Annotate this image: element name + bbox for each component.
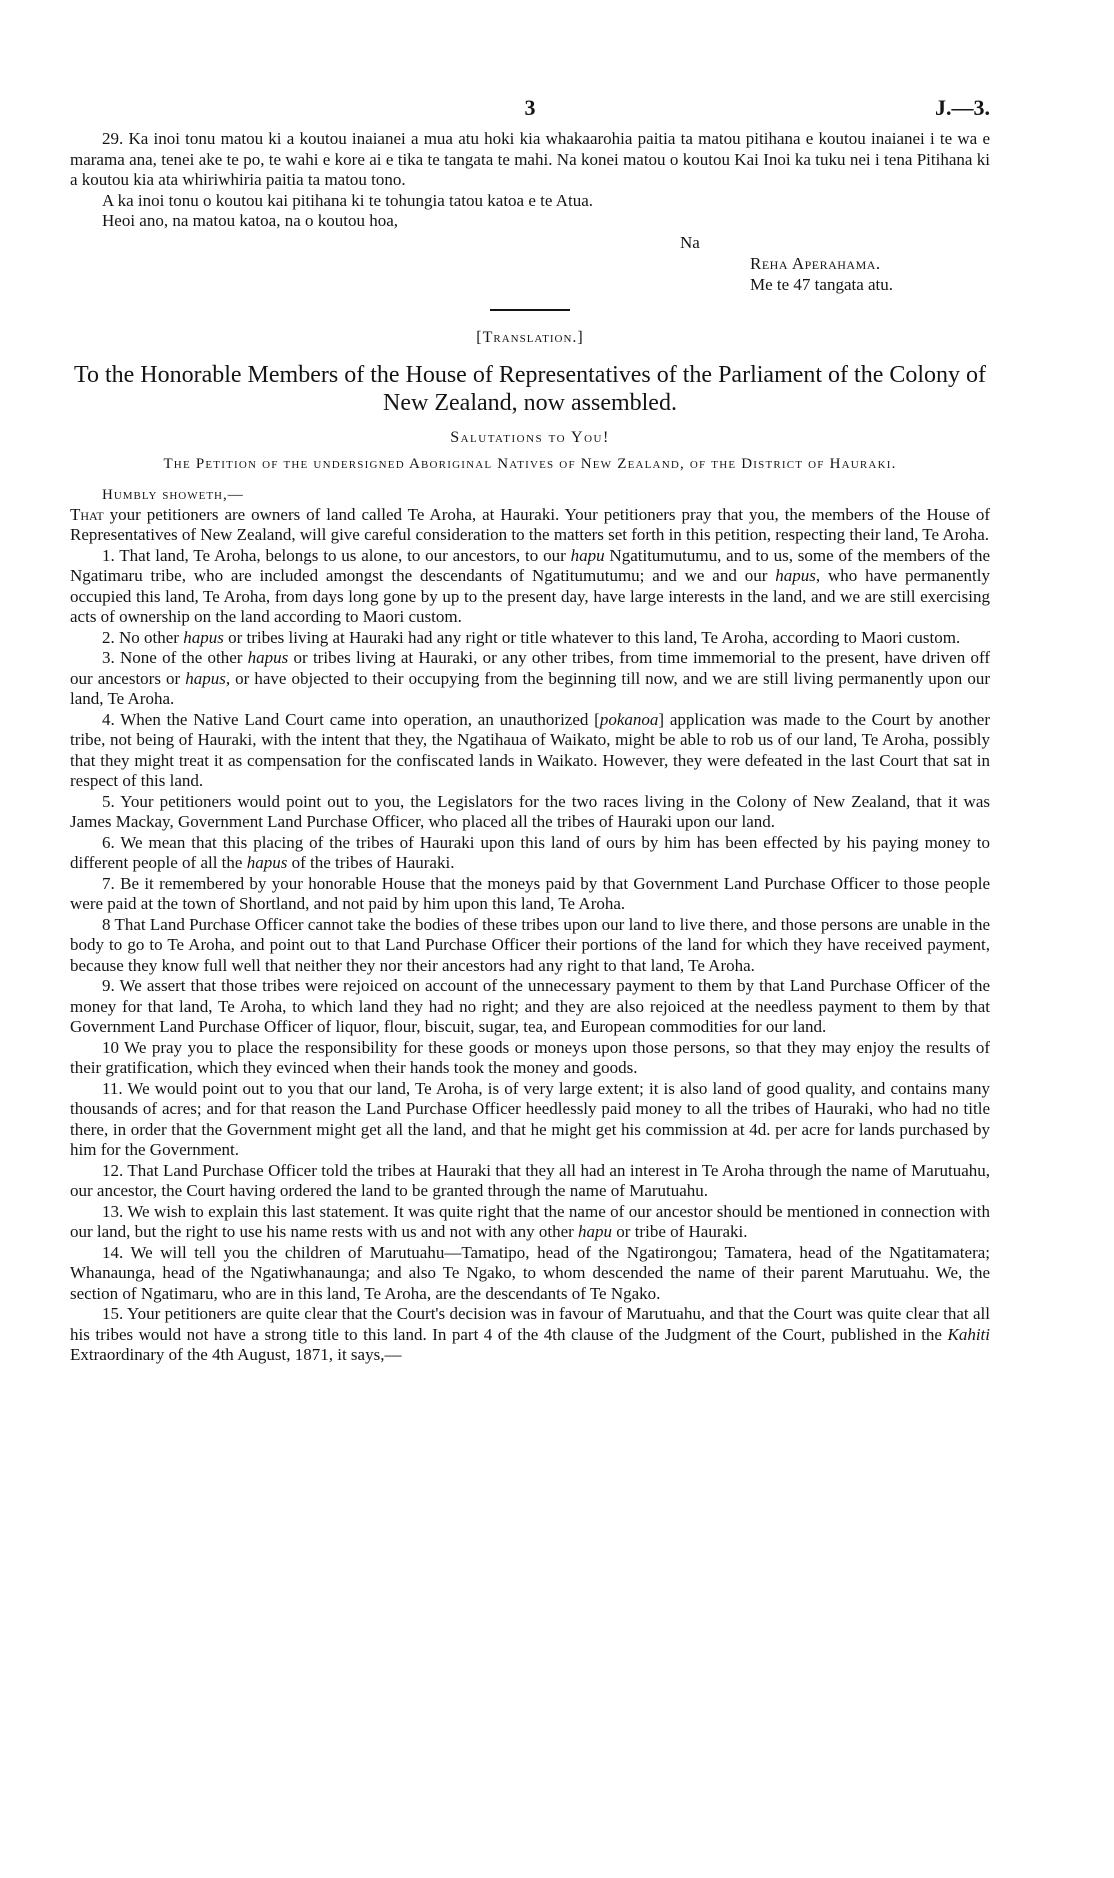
intro-lead-word: That (70, 504, 104, 524)
paragraph-4: 4. When the Native Land Court came into operation, an unauthorized [pokanoa] application was made to the Court by another tribe, not being of Hauraki, with the intent that they, the Ngatihaua of Waikato, might be able to rob us of our land, Te Aroha, possibly that they might treat it as compensation for the confiscated lands in Waikato. However, they were defeated in the last Court that sat in respect of this land. (70, 709, 990, 790)
maori-paragraph-prayer: A ka inoi tonu o koutou kai pitihana ki te tohungia tatou katoa e te Atua. (102, 190, 594, 210)
translation-label: [Translation.] (476, 328, 584, 346)
intro-paragraph (70, 505, 990, 546)
paragraph-15: 15. Your petitioners are quite clear that the Court's decision was in favour of Marutuahu, and that the Court was quite clear that all his tribes would not have a strong title to this land. In part 4 of the 4th clause of the Judgment of the Court, published in the Kahiti Extraordinary of the 4th August, 1871, it says,— (70, 1304, 991, 1364)
signatory-name: Reha Aperahama. (750, 253, 881, 273)
paragraph-14: 14. We will tell you the children of Marutuahu—Tamatipo, head of the Ngatirongou; Tamatera, head of the Ngatitamatera; Whanaunga, head of the Ngatiwhanaunga; and also Te Ngako, to whom descended the name of their parent Marutuahu. We, the section of Ngatimaru, who are in this land, Te Aroha, are the descendants of Te Ngako. (70, 1242, 990, 1303)
paragraph-13: 13. We wish to explain this last statement. It was quite right that the name of our ancestor should be mentioned in connection with our land, but the right to use his name rests with us and not with any other hapu or tribe of Hauraki. (70, 1201, 990, 1241)
paragraph-11: 11. We would point out to you that our land, Te Aroha, is of very large extent; it is also land of good quality, and contains many thousands of acres; and for that reason the Land Purchase Officer heedlessly paid money to all the tribes of Hauraki, who had no title there, in order that the Government might get all the land, and that he might get his commission at 4d. per acre for lands purchased by him for the Government. (70, 1078, 990, 1159)
paragraph-3: 3. None of the other hapus or tribes living at Hauraki, or any other tribes, from time immemorial to the present, have driven off our ancestors or hapus, or have objected to their occupying from the beginning till now, and we are still living permanently upon our land, Te Aroha. (70, 648, 991, 708)
maori-paragraph-closing: Heoi ano, na matou katoa, na o koutou hoa, (102, 211, 399, 230)
section-divider (490, 309, 570, 311)
paragraph-8: 8 That Land Purchase Officer cannot take the bodies of these tribes upon our land to live there, and those persons are unable in the body to go to Te Aroha, and point out to that Land Purchase Officer their portions of the land for which they have received payment, because they know full well that neither they nor their ancestors had any right to that land, Te Aroha. (70, 914, 990, 975)
paragraph-2: 2. No other hapus or tribes living at Hauraki had any right or title whatever to this land, Te Aroha, according to Maori custom. (102, 627, 961, 647)
signatory-count: Me te 47 tangata atu. (750, 274, 894, 294)
paragraph-12: 12. That Land Purchase Officer told the tribes at Hauraki that they all had an interest in Te Aroha through the name of Marutuahu, our ancestor, the Court having ordered the land to be granted through the name of Marutuahu. (70, 1160, 990, 1200)
intro-text: your petitioners are owners of land called Te Aroha, at Hauraki. Your petitioners pray that you, the members of the House of Representatives of New Zealand, will give careful consideration to the matters set forth in this petition, respecting their land, Te Aroha. (70, 504, 990, 544)
document-page (70, 95, 990, 1366)
page-number: 3 (524, 95, 536, 120)
paragraph-10: 10 We pray you to place the responsibility for these goods or moneys upon those persons, so that they may enjoy the results of their gratification, which they evinced when their hands took the money and goods. (70, 1037, 990, 1077)
humbly-showeth: Humbly showeth,— (102, 486, 244, 503)
paragraph-9: 9. We assert that those tribes were rejoiced on account of the unnecessary payment to them by that Land Purchase Officer of the money for that land, Te Aroha, to which land they had no right; and they are also rejoiced at the needless payment to them by that Government Land Purchase Officer of liquor, flour, biscuit, sugar, tea, and European commodities for our land. (70, 976, 990, 1036)
salutations: Salutations to You! (450, 428, 610, 446)
petition-heading: The Petition of the undersigned Aboriginal Natives of New Zealand, of the District of Hauraki. (163, 455, 897, 472)
signature-na: Na (680, 232, 700, 252)
paragraph-5: 5. Your petitioners would point out to you, the Legislators for the two races living in the Colony of New Zealand, that it was James Mackay, Government Land Purchase Officer, who placed all the tribes of Hauraki upon our land. (70, 791, 990, 831)
maori-paragraph-29: 29. Ka inoi tonu matou ki a koutou inaianei a mua atu hoki kia whakaarohia paitia ta matou pitihana e koutou inaianei i te wa e marama ana, tenei ake te po, te wahi e kore ai e tika te tangata te mahi. Na konei matou o koutou Kai Inoi ka tuku nei i tena Pitihana ki a koutou kia ata whiriwhiria paitia ta matou tono. (70, 129, 990, 189)
page-header (70, 95, 990, 129)
paragraph-7: 7. Be it remembered by your honorable House that the moneys paid by that Government Land Purchase Officer to those people were paid at the town of Shortland, and not paid by him upon this land, Te Aroha. (70, 873, 990, 913)
document-reference: J.—3. (935, 95, 990, 120)
paragraph-6: 6. We mean that this placing of the tribes of Hauraki upon this land of ours by him has been effected by his paying money to different people of all the hapus of the tribes of Hauraki. (70, 832, 990, 872)
petition-title: To the Honorable Members of the House of Representatives of the Parliament of the Colony of New Zealand, now assembled. (73, 361, 987, 416)
paragraph-1: 1. That land, Te Aroha, belongs to us alone, to our ancestors, to our hapu Ngatitumutumu, and to us, some of the members of the Ngatimaru tribe, who are included amongst the descendants of Ngatitumutumu; and we and our hapus, who have permanently occupied this land, Te Aroha, from days long gone by up to the present day, have large interests in the land, and we are still exercising acts of ownership on the land according to Maori custom. (70, 545, 991, 626)
